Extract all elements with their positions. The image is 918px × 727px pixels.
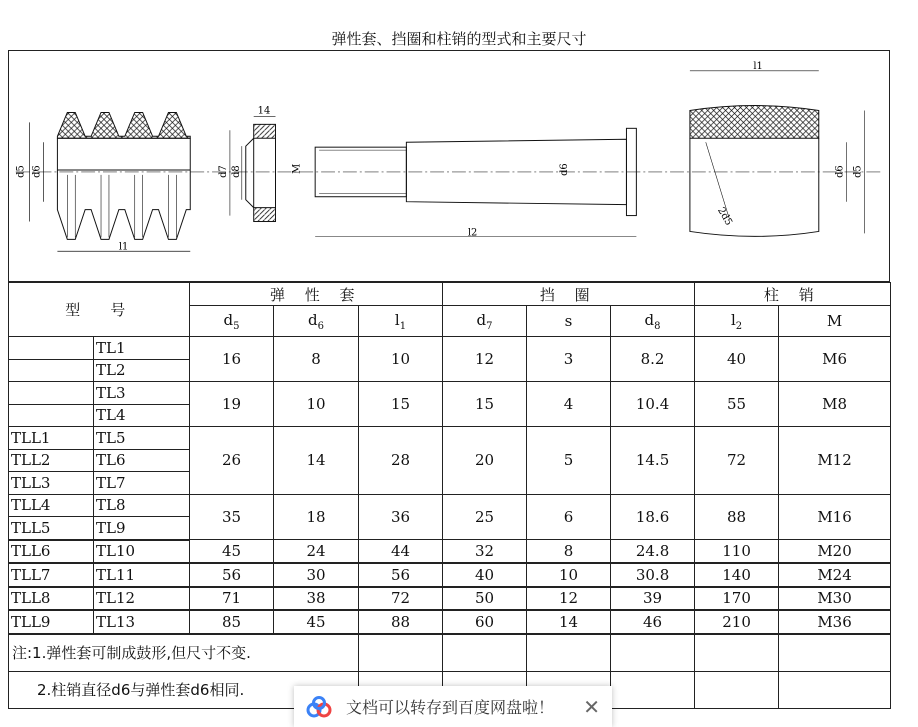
note-text: 注:1.弹性套可制成鼓形,但尺寸不变. (9, 634, 359, 672)
label-d8: d8 (230, 165, 242, 178)
table-row (9, 563, 891, 587)
tl-model-cell: TL13 (94, 610, 190, 634)
value-cell: 8 (274, 337, 359, 382)
value-cell: 35 (190, 494, 274, 540)
value-cell: 30.8 (611, 563, 695, 587)
value-cell: 10 (527, 563, 611, 587)
empty-cell (779, 634, 891, 672)
column-subscript: 6 (317, 320, 324, 332)
value-cell: 14 (527, 610, 611, 634)
tl-model-cell: TL6 (94, 449, 190, 472)
column-symbol: s (564, 312, 573, 330)
table-row (9, 610, 891, 634)
column-subscript: 7 (486, 320, 493, 332)
value-cell: 18.6 (611, 494, 695, 540)
value-cell: 46 (611, 610, 695, 634)
header-sleeve: 弹 性 套 (190, 283, 443, 306)
value-cell: 38 (274, 587, 359, 611)
value-cell: 15 (443, 382, 527, 427)
empty-cell (527, 634, 611, 672)
value-cell: 24 (274, 540, 359, 564)
tll-model-cell: TLL9 (9, 610, 94, 634)
column-subscript: 5 (233, 320, 240, 332)
tl-model-cell: TL2 (94, 359, 190, 382)
empty-cell (611, 671, 695, 708)
column-header (359, 306, 443, 337)
value-cell: M16 (779, 494, 891, 540)
empty-cell (611, 634, 695, 672)
column-symbol: d (476, 310, 487, 329)
tl-model-cell: TL5 (94, 427, 190, 450)
table-row (9, 494, 891, 517)
value-cell: 44 (359, 540, 443, 564)
tl-model-cell: TL4 (94, 404, 190, 427)
value-cell: 8.2 (611, 337, 695, 382)
tl-model-cell: TL3 (94, 382, 190, 405)
value-cell: 45 (274, 610, 359, 634)
header-model: 型 号 (9, 283, 190, 337)
empty-cell (695, 671, 779, 708)
value-cell: 14 (274, 427, 359, 495)
value-cell: 88 (695, 494, 779, 540)
value-cell: 14.5 (611, 427, 695, 495)
column-header (190, 306, 274, 337)
tll-model-cell: TLL2 (9, 449, 94, 472)
table-row (9, 382, 891, 405)
value-cell: 26 (190, 427, 274, 495)
tll-model-cell: TLL3 (9, 472, 94, 495)
value-cell: 6 (527, 494, 611, 540)
column-header (779, 306, 891, 337)
column-header (274, 306, 359, 337)
value-cell: 85 (190, 610, 274, 634)
value-cell: 45 (190, 540, 274, 564)
value-cell: M36 (779, 610, 891, 634)
value-cell: 40 (443, 563, 527, 587)
spec-table (8, 282, 891, 709)
tll-model-cell (9, 359, 94, 382)
column-header (443, 306, 527, 337)
column-symbol: l (730, 310, 736, 329)
table-row (9, 427, 891, 450)
value-cell: 15 (359, 382, 443, 427)
header-ring: 挡 圈 (443, 283, 695, 306)
empty-cell (359, 634, 443, 672)
column-header (527, 306, 611, 337)
close-icon[interactable]: ✕ (583, 694, 600, 719)
value-cell: 72 (695, 427, 779, 495)
value-cell: 30 (274, 563, 359, 587)
value-cell: M24 (779, 563, 891, 587)
value-cell: 50 (443, 587, 527, 611)
value-cell: 4 (527, 382, 611, 427)
label-d7: d7 (217, 165, 229, 178)
value-cell: 19 (190, 382, 274, 427)
page-title: 弹性套、挡圈和柱销的型式和主要尺寸 (331, 30, 587, 48)
value-cell: 55 (695, 382, 779, 427)
value-cell: 71 (190, 587, 274, 611)
column-subscript: 8 (654, 320, 661, 332)
column-subscript: 1 (399, 320, 407, 332)
label-l1-drum: l1 (753, 60, 763, 72)
value-cell: M8 (779, 382, 891, 427)
table-row (9, 337, 891, 360)
tl-model-cell: TL9 (94, 517, 190, 540)
value-cell: 20 (443, 427, 527, 495)
empty-cell (695, 634, 779, 672)
label-d5-drum: d5 (852, 165, 864, 178)
value-cell: 28 (359, 427, 443, 495)
tll-model-cell: TLL6 (9, 540, 94, 564)
table-row (9, 587, 891, 611)
value-cell: 18 (274, 494, 359, 540)
value-cell: 3 (527, 337, 611, 382)
value-cell: 140 (695, 563, 779, 587)
value-cell: M20 (779, 540, 891, 564)
value-cell: 10.4 (611, 382, 695, 427)
value-cell: 10 (359, 337, 443, 382)
label-angle: 2d5 (715, 205, 735, 228)
column-symbol: d (644, 310, 655, 329)
empty-cell (779, 671, 891, 708)
label-l1: l1 (118, 241, 129, 253)
value-cell: 8 (527, 540, 611, 564)
value-cell: 110 (695, 540, 779, 564)
value-cell: 10 (274, 382, 359, 427)
column-header (695, 306, 779, 337)
drum-sleeve (690, 61, 864, 237)
value-cell: 16 (190, 337, 274, 382)
note-text: 2.柱销直径d6与弹性套d6相同. (9, 671, 359, 708)
tl-model-cell: TL11 (94, 563, 190, 587)
value-cell: M12 (779, 427, 891, 495)
column-symbol: M (826, 312, 843, 330)
tll-model-cell: TLL1 (9, 427, 94, 450)
technical-drawing (8, 50, 890, 282)
value-cell: 36 (359, 494, 443, 540)
value-cell: 5 (527, 427, 611, 495)
value-cell: 56 (190, 563, 274, 587)
label-s: 14 (257, 105, 271, 117)
save-banner[interactable] (294, 686, 612, 727)
value-cell: 32 (443, 540, 527, 564)
label-d6-drum: d6 (834, 165, 846, 178)
tll-model-cell (9, 382, 94, 405)
value-cell: 170 (695, 587, 779, 611)
tl-model-cell: TL8 (94, 494, 190, 517)
pin (291, 128, 636, 238)
note-row (9, 634, 891, 672)
label-m: M (291, 163, 303, 174)
column-header (611, 306, 695, 337)
elastic-sleeve (16, 112, 191, 252)
retaining-ring (218, 105, 276, 221)
header-pin: 柱 销 (695, 283, 891, 306)
tll-model-cell: TLL4 (9, 494, 94, 517)
value-cell: 72 (359, 587, 443, 611)
value-cell: 60 (443, 610, 527, 634)
tll-model-cell: TLL7 (9, 563, 94, 587)
value-cell: 24.8 (611, 540, 695, 564)
column-subscript: 2 (735, 320, 743, 332)
tll-model-cell: TLL5 (9, 517, 94, 540)
value-cell: 88 (359, 610, 443, 634)
column-symbol: l (394, 310, 400, 329)
tl-model-cell: TL12 (94, 587, 190, 611)
tl-model-cell: TL1 (94, 337, 190, 360)
value-cell: M6 (779, 337, 891, 382)
cloud-logo-icon (304, 696, 334, 718)
label-d6: d6 (31, 165, 43, 178)
value-cell: 12 (527, 587, 611, 611)
column-symbol: d (308, 310, 318, 329)
tl-model-cell: TL10 (94, 540, 190, 564)
value-cell: 25 (443, 494, 527, 540)
value-cell: 56 (359, 563, 443, 587)
label-d5: d5 (15, 165, 27, 178)
drawing-svg (9, 51, 889, 281)
column-symbol: d (223, 310, 234, 329)
label-d6-pin: d6 (558, 163, 570, 176)
empty-cell (443, 634, 527, 672)
value-cell: M30 (779, 587, 891, 611)
value-cell: 39 (611, 587, 695, 611)
banner-text: 文档可以转存到百度网盘啦！ (346, 698, 555, 717)
tll-model-cell: TLL8 (9, 587, 94, 611)
value-cell: 210 (695, 610, 779, 634)
table-row (9, 540, 891, 564)
label-l2: l2 (467, 227, 478, 239)
tll-model-cell (9, 404, 94, 427)
value-cell: 12 (443, 337, 527, 382)
tll-model-cell (9, 337, 94, 360)
tl-model-cell: TL7 (94, 472, 190, 495)
value-cell: 40 (695, 337, 779, 382)
